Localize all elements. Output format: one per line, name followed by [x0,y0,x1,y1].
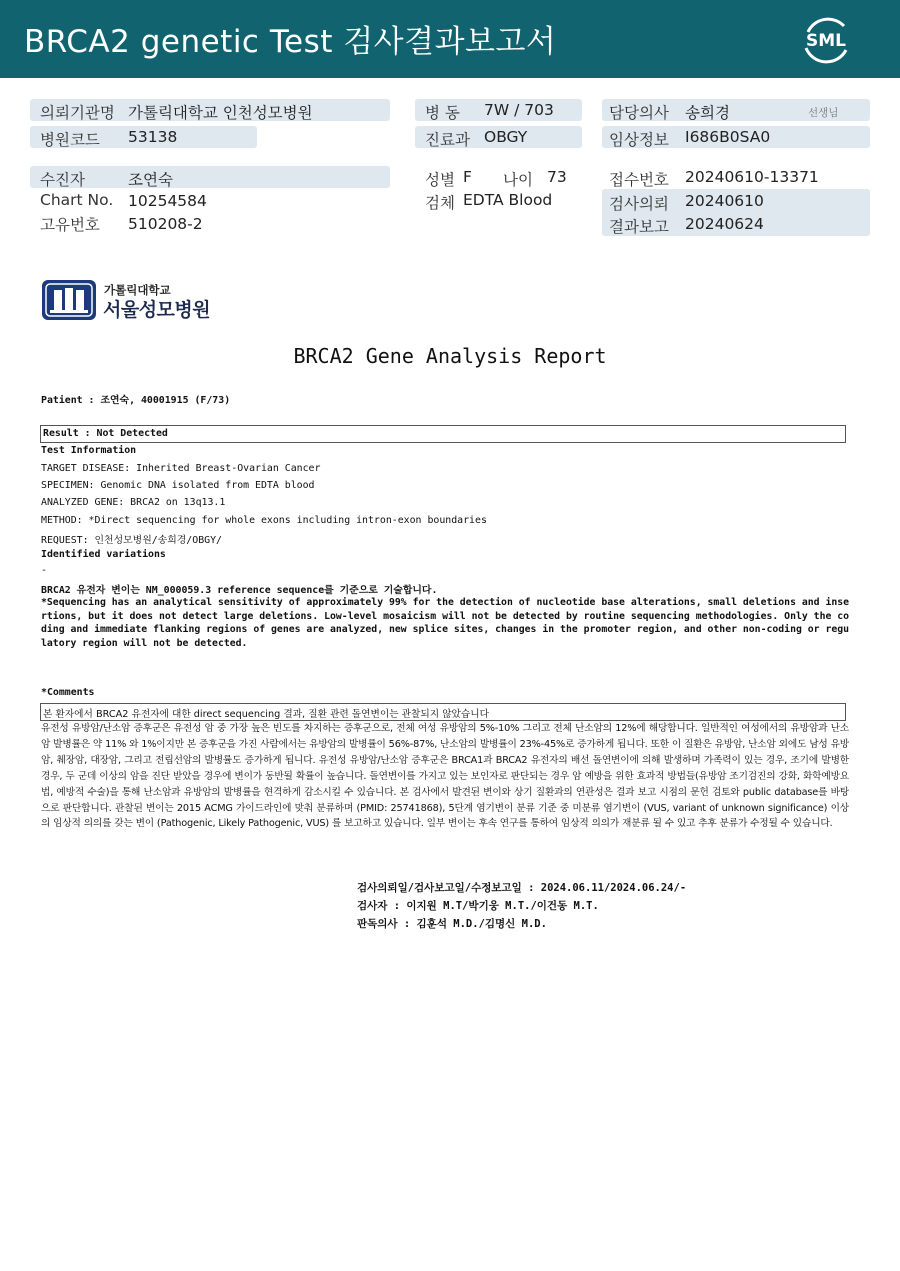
patient-line: Patient : 조연숙, 40001915 (F/73) [41,395,231,406]
sml-logo-text: SML [806,31,846,51]
result-value: 20240624 [685,215,764,233]
sex-value: F [463,168,472,186]
patient-value: 조연숙 [128,171,173,189]
chart-value: 10254584 [128,192,207,210]
target-disease: TARGET DISEASE: Inherited Breast-Ovarian Cancer [41,463,321,474]
ward-label: 병 동 [425,104,460,122]
result-line: Result : Not Detected [43,428,168,439]
age-value: 73 [547,168,567,186]
doctor-value: 송희경 [685,104,730,122]
reference-line: BRCA2 유전자 변이는 NM_000059.3 reference sequence를 기준으로 기술합니다. [41,585,438,596]
report-title: BRCA2 Gene Analysis Report [293,344,607,368]
doctor-suffix: 선생님 [808,107,839,119]
specimen-value: EDTA Blood [463,191,553,209]
unique-value: 510208-2 [128,215,203,233]
institution-value: 가톨릭대학교 인천성모병원 [128,104,313,122]
sensitivity-text: *Sequencing has an analytical sensitivity of approximately 99% for the detection of nucleotide base alterations, small deletions and insertions, but it does not detect large deletions. Low-level mosaicism will not be detected by routine sequencing methodologies. Only the coding and immediate flanking regions of genes are analyzed, new splice sites, changes in the promoter region, and other non-coding or regulatory region will not be detected. [41,597,850,650]
analyzed-gene: ANALYZED GENE: BRCA2 on 13q13.1 [41,497,226,508]
specimen-label: 검체 [425,194,455,212]
hospital-sub-name: 가톨릭대학교 [104,283,171,297]
comment-summary: 본 환자에서 BRCA2 유전자에 대한 direct sequencing 결과, 질환 관련 돌연변이는 관찰되지 않았습니다 [43,709,489,720]
request-value: 20240610 [685,192,764,210]
institution-label: 의뢰기관명 [40,104,115,122]
dept-label: 진료과 [425,131,470,149]
receipt-label: 접수번호 [609,171,669,189]
hospital-emblem-icon [40,278,98,322]
patient-label: 수진자 [40,171,85,189]
receipt-value: 20240610-13371 [685,168,819,186]
ward-value: 7W / 703 [484,101,554,119]
physician-line: 판독의사 : 김훈석 M.D./김명신 M.D. [357,918,547,930]
age-label: 나이 [503,171,533,189]
sex-label: 성별 [425,171,455,189]
request-line: REQUEST: 인천성모병원/송희경/OBGY/ [41,535,222,546]
dates-line: 검사의뢰일/검사보고일/수정보고일 : 2024.06.11/2024.06.24/- [357,882,687,894]
comments-heading: *Comments [41,687,95,698]
sml-logo-icon [798,12,854,66]
test-info-heading: Test Information [41,445,137,456]
request-label: 검사의뢰 [609,195,669,213]
hospcode-label: 병원코드 [40,131,100,149]
report-header [0,0,900,78]
examiner-line: 검사자 : 이지원 M.T/박기웅 M.T./이건동 M.T. [357,900,599,912]
clinical-value: I686B0SA0 [685,128,771,146]
header-title: BRCA2 genetic Test 검사결과보고서 [24,24,557,60]
specimen-line: SPECIMEN: Genomic DNA isolated from EDTA blood [41,480,315,491]
identified-heading: Identified variations [41,549,166,560]
doctor-label: 담당의사 [609,104,669,122]
method-line: METHOD: *Direct sequencing for whole exons including intron-exon boundaries [41,515,487,526]
dept-value: OBGY [484,128,528,146]
result-label: 결과보고 [609,218,669,236]
unique-label: 고유번호 [40,216,100,234]
hospcode-value: 53138 [128,128,178,146]
chart-label: Chart No. [40,191,114,209]
clinical-label: 임상정보 [609,131,669,149]
hospital-name: 서울성모병원 [103,299,211,321]
comment-body: 유전성 유방암/난소암 증후군은 유전성 암 중 가장 높은 빈도를 차지하는 증후군으로, 전체 여성 유방암의 5%-10% 그리고 전체 난소암의 12%에 해당합니다. 일반적인 여성에서의 유방암과 난소암 발병률은 약 11% 와 1%이지만 본 증후군을 가진 사람에서는 유방암의 발병률이 56%-87%, 난소암의 발병률이 23%-45%로 증가하게 됩니다. 또한 이 질환은 유방암, 난소암 외에도 남성 유방암, 췌장암, 대장암, 그리고 전립선암의 발병률도 증가하게 됩니다. 유전성 유방암/난소암 증후군은 BRCA1과 BRCA2 유전자의 배선 돌연변이에 의해 발생하며 가족력이 있는 경우, 조기에 발병한 경우, 두 군데 이상의 암을 진단 받았을 경우에 변이가 동반될 확률이 높습니다. 돌연변이를 가지고 있는 보인자로 판단되는 경우 암 예방을 위한 효과적 방법들(유방암 조기검진의 강화, 화학예방요법, 예방적 수술)을 통해 난소암과 유방암의 발병률을 현격하게 감소시킬 수 있습니다. 본 검사에서 발견된 변이와 상기 질환과의 연관성은 결과 보고 시점의 문헌 검토와 public database를 바탕으로 판단합니다. 관찰된 변이는 2015 ACMG 가이드라인에 맞춰 분류하며 (PMID: 25741868), 5단계 염기변이 분류 기준 중 미분류 염기변이 (VUS, variant of unknown significance) 이상의 임상적 의의를 갖는 변이 (Pathogenic, Likely Pathogenic, VUS) 를 보고하고 있습니다. 일부 변이는 후속 연구를 통하여 임상적 의의가 재분류 될 수 있고 추후 분류가 수정될 수 있습니다. [41,723,849,830]
variation-dash: - [41,565,47,576]
